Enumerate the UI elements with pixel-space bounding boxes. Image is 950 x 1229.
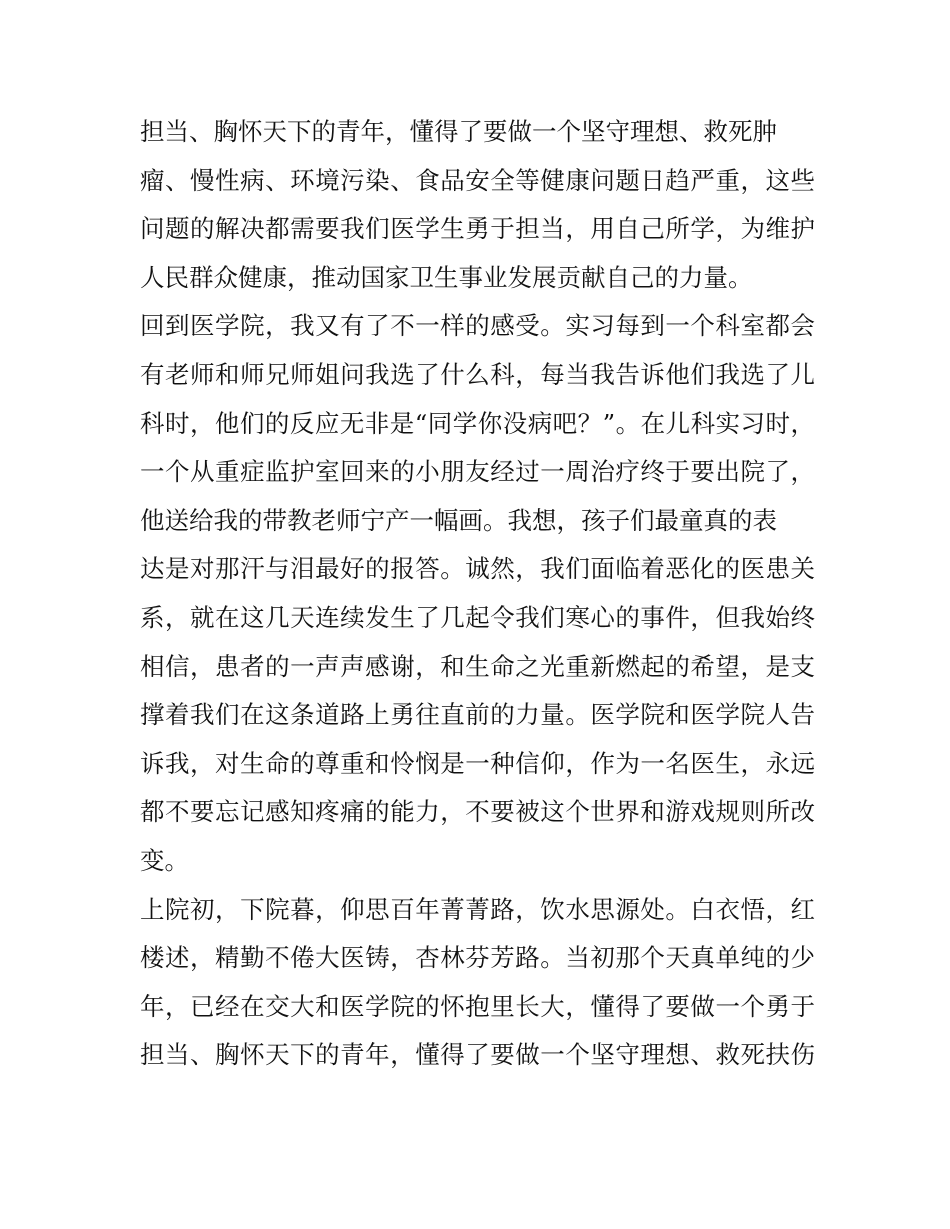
text-line-6: 有老师和师兄师姐问我选了什么科，每当我告诉他们我选了儿 — [140, 359, 815, 389]
text-line-19: 年，已经在交大和医学院的怀抱里长大，懂得了要做一个勇于 — [140, 991, 815, 1021]
text-line-17: 上院初，下院暮，仰思百年菁菁路，饮水思源处。白衣悟，红 — [140, 894, 815, 924]
text-line-9: 他送给我的带教老师宁产一幅画。我想，孩子们最童真的表 — [140, 505, 777, 535]
text-line-3: 问题的解决都需要我们医学生勇于担当，用自己所学，为维护 — [140, 214, 815, 244]
text-line-14: 诉我，对生命的尊重和怜悯是一种信仰，作为一名医生，永远 — [140, 748, 815, 778]
text-line-7: 科时，他们的反应无非是“同学你没病吧？”。在儿科实习时， — [140, 408, 815, 438]
body-text — [140, 108, 815, 1080]
text-line-18: 楼述，精勤不倦大医铸，杏林芬芳路。当初那个天真单纯的少 — [140, 943, 815, 973]
text-line-15: 都不要忘记感知疼痛的能力，不要被这个世界和游戏规则所改 — [140, 797, 815, 827]
text-line-16: 变。 — [140, 845, 189, 875]
text-line-8: 一个从重症监护室回来的小朋友经过一周治疗终于要出院了， — [140, 457, 815, 487]
text-line-20: 担当、胸怀天下的青年，懂得了要做一个坚守理想、救死扶伤 — [140, 1040, 815, 1070]
text-line-11: 系，就在这几天连续发生了几起令我们寒心的事件，但我始终 — [140, 602, 815, 632]
text-line-1: 担当、胸怀天下的青年，懂得了要做一个坚守理想、救死肿 — [140, 117, 777, 146]
text-line-5: 回到医学院，我又有了不一样的感受。实习每到一个科室都会 — [140, 311, 815, 341]
text-line-13: 撑着我们在这条道路上勇往直前的力量。医学院和医学院人告 — [140, 700, 815, 730]
text-line-2: 瘤、慢性病、环境污染、食品安全等健康问题日趋严重，这些 — [140, 165, 815, 195]
text-line-10: 达是对那汗与泪最好的报答。诚然，我们面临着恶化的医患关 — [140, 554, 815, 584]
text-line-4: 人民群众健康，推动国家卫生事业发展贡献自己的力量。 — [140, 262, 753, 292]
text-line-12: 相信，患者的一声声感谢，和生命之光重新燃起的希望，是支 — [140, 651, 815, 681]
